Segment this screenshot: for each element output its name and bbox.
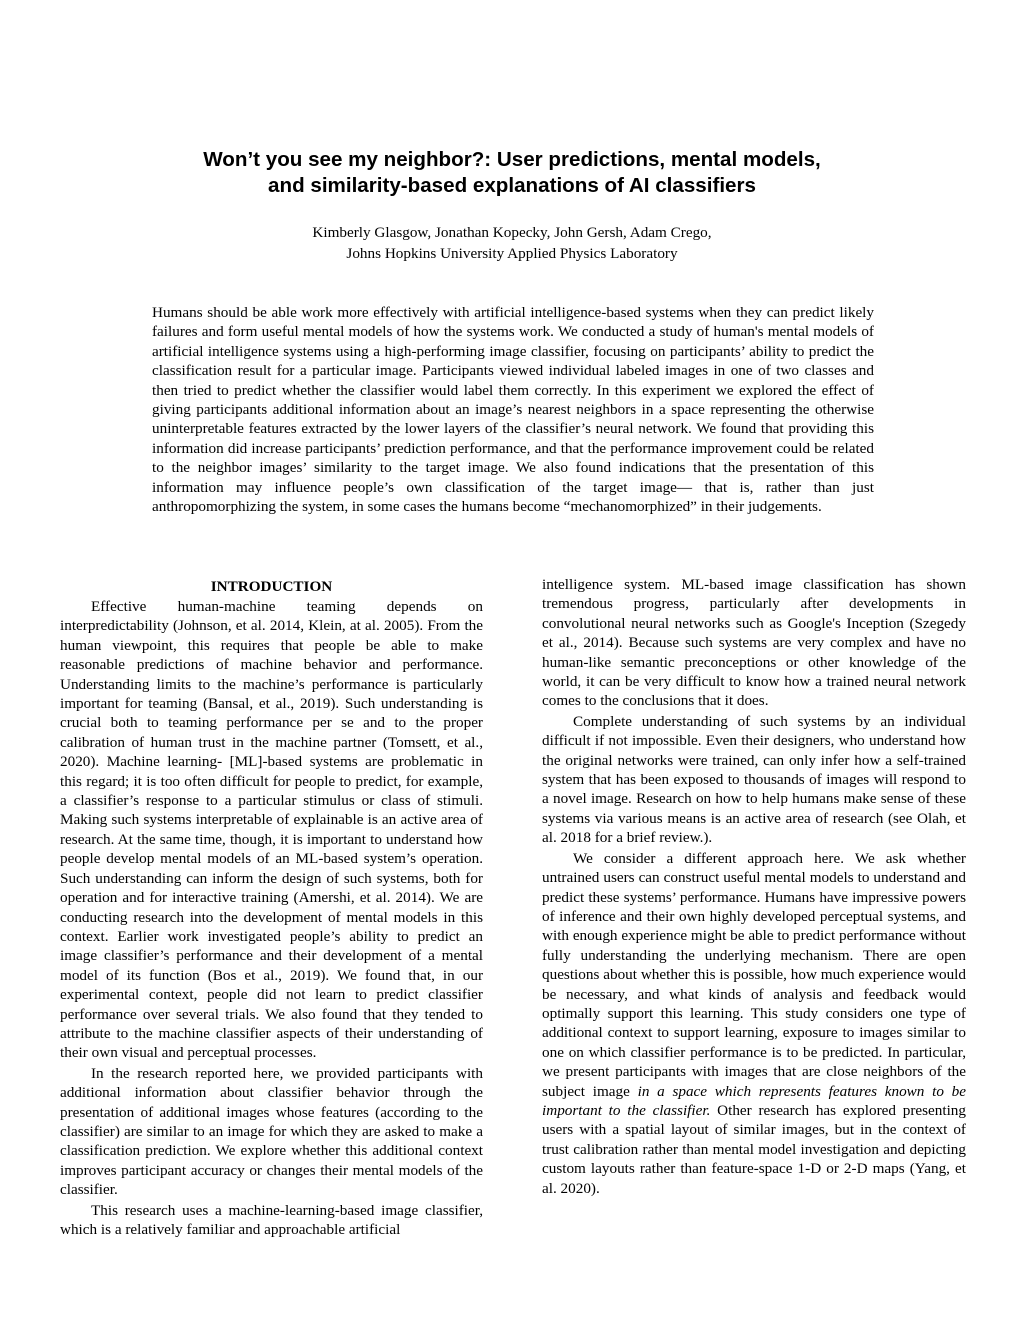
author-names: Kimberly Glasgow, Jonathan Kopecky, John Gersh, Adam Crego, <box>312 224 712 241</box>
intro-paragraph-5-end: Other research has explored presenting users with a spatial layout of similar images, but in the context of trust calibration rather than mental model investigation and depicting custom layouts rather than feature-space 1-D or 2-D maps (Yang, et al. 2020). <box>542 1101 966 1197</box>
left-column <box>60 575 483 1239</box>
abstract: Humans should be able work more effectively with artificial intelligence-based systems when they can predict likely failures and form useful mental models of how the systems work. We conducted a study of human's mental models of artificial intelligence systems using a high-performing image classifier, focusing on participants’ ability to predict the classification result for a particular image. Participants viewed individual labeled images in one of two classes and then tried to predict whether the classifier would label them correctly. In this experiment we explored the effect of giving participants additional information about an image’s nearest neighbors in a space representing the otherwise uninterpretable features extracted by the lower layers of the classifier’s neural network. We found that providing this information did increase participants’ prediction performance, and that the performance improvement could be related to the neighbor images’ similarity to the target image. We also found indications that the presentation of this information may influence people’s own classification of the target image— that is, rather than just anthropomorphizing the system, in some cases the humans become “mechanomorphized” in their judgements. <box>152 304 874 516</box>
title-line-1: Won’t you see my neighbor?: User predictions, mental models, <box>203 148 821 171</box>
intro-paragraph-2: In the research reported here, we provided participants with additional information about classifier behavior through the presentation of additional images whose features (according to the classifier) are similar to an image for which they are asked to make a classification prediction. We explore whether this additional context improves participant accuracy or changes their mental models of the classifier. <box>60 1064 483 1199</box>
title-line-2: and similarity-based explanations of AI classifiers <box>268 174 756 197</box>
intro-paragraph-1: Effective human-machine teaming depends on interpredictability (Johnson, et al. 2014, Klein, at al. 2005). From the human viewpoint, this requires that people be able to make reasonable predictions of machine behavior and performance. Understanding limits to the machine’s performance is particularly important for teaming (Bansal, et al., 2019). Such understanding is crucial both to teaming performance per se and to the proper calibration of human trust in the machine partner (Tomsett, et al., 2020). Machine learning- [ML]-based systems are problematic in this regard; it is too often difficult for people to predict, for example, a classifier’s response to a particular stimulus or class of stimuli. Making such systems interpretable of explainable is an active area of research. At the same time, though, it is important to understand how people develop mental models of an ML-based system’s operation. Such understanding can inform the design of such systems, both for operation and for interactive training (Amershi, et al. 2014). We are conducting research into the development of mental models in this context. Earlier work investigated people’s ability to predict an image classifier’s performance and their development of a mental model of its function (Bos et al., 2019). We found that, in our experimental context, people did not learn to predict classifier performance over several trials. We also found that they tended to attribute to the machine classifier aspects of their understanding of their own visual and perceptual processes. <box>60 598 483 1062</box>
section-heading-introduction: INTRODUCTION <box>210 578 333 595</box>
intro-paragraph-3-continued: intelligence system. ML-based image classification has shown tremendous progress, particularly after developments in convolutional neural networks such as Google's Inception (Szegedy et al., 2014). Because such systems are very complex and have no human-like semantic preconceptions or other knowledge of the world, it can be very difficult to know how a trained neural network comes to the conclusions that it does. <box>542 576 966 710</box>
paper-title <box>110 147 914 199</box>
intro-paragraph-4: Complete understanding of such systems by an individual difficult if not impossible. Even their designers, who understand how the original networks were trained, can only infer how a self-trained system that has been exposed to thousands of images will respond to a novel image. Research on how to help humans make sense of these systems via various means is an active area of research (see Olah, et al. 2018 for a brief review.). <box>542 712 966 847</box>
intro-paragraph-5 <box>542 849 966 1198</box>
author-block <box>110 222 914 264</box>
right-column <box>542 575 966 1198</box>
intro-paragraph-5-italic: in a space which represents features known to be important to the classifier. <box>542 1082 966 1119</box>
intro-paragraph-5-start: We consider a different approach here. We ask whether untrained users can construct useful mental models to understand and predict these systems’ performance. Humans have impressive powers of inference and their own highly developed perceptual systems, and with enough experience might be able to predict performance without fully understanding the underlying mechanism. There are open questions about whether this is possible, how much experience would be necessary, and what kinds of analysis and feedback would optimally support this learning. This study considers one type of additional context to support learning, exposure to images similar to one on which classifier performance is to be predicted. In particular, we present participants with images that are close neighbors of the subject image <box>542 849 966 1100</box>
author-affiliation: Johns Hopkins University Applied Physics Laboratory <box>346 245 678 262</box>
intro-paragraph-3: This research uses a machine-learning-based image classifier, which is a relatively familiar and approachable artificial <box>60 1201 483 1238</box>
